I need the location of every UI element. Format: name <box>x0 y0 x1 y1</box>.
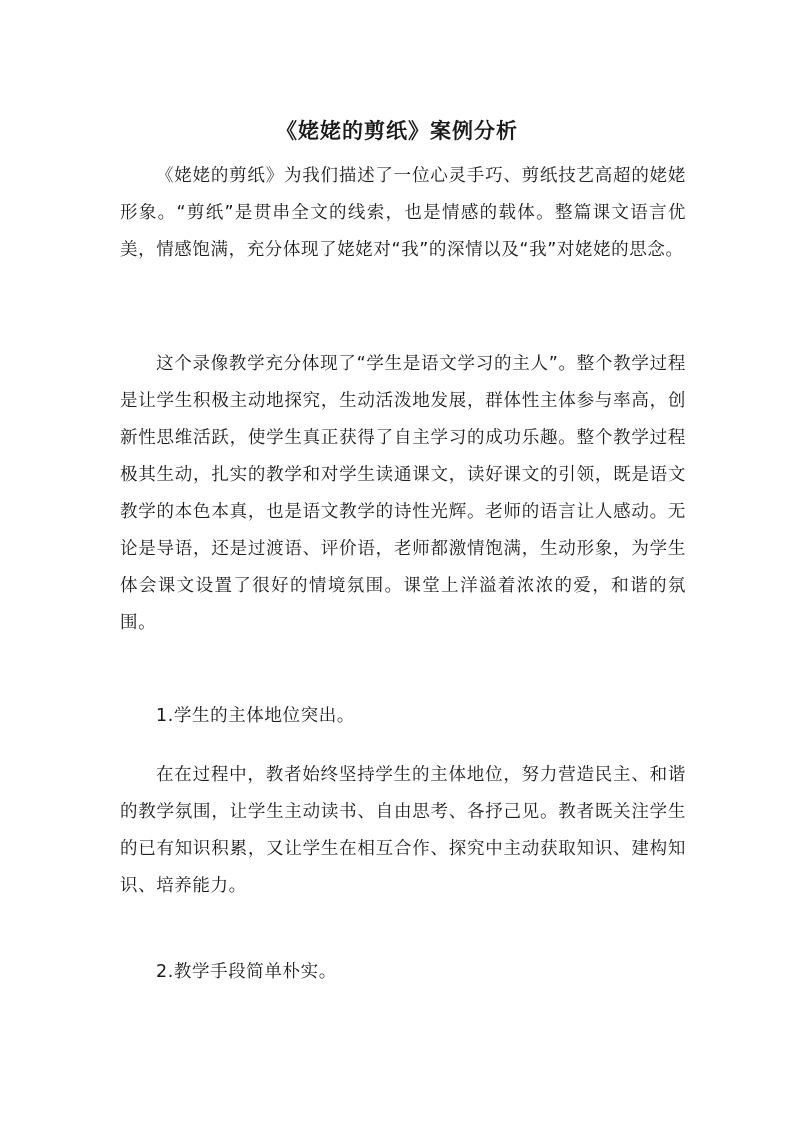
paragraph-video-teaching: 这个录像教学充分体现了“学生是语文学习的主人”。整个教学过程是让学生积极主动地探究，生动活泼地发展，群体性主体参与率高，创新性思维活跃，使学生真正获得了自主学习的成功乐趣。整个教学过程极其生动，扎实的教学和对学生读通课文，读好课文的引领，既是语文教学的本色本真，也是语文教学的诗性光辉。老师的语言让人感动。无论是导语，还是过渡语、评价语，老师都激情饱满，生动形象，为学生体会课文设置了很好的情境氛围。课堂上洋溢着浓浓的爱，和谐的氛围。 <box>120 354 686 633</box>
document-title: 《姥姥的剪纸》案例分析 <box>276 119 518 144</box>
paragraph-student-subject: 在在过程中，教者始终坚持学生的主体地位，努力营造民主、和谐的教学氛围，让学生主动读书、自由思考、各抒己见。教者既关注学生的已有知识积累，又让学生在相互合作、探究中主动获取知识、建构知识、培养能力。 <box>120 765 686 896</box>
section-heading-2: 2.教学手段简单朴实。 <box>156 962 337 982</box>
section-heading-1: 1.学生的主体地位突出。 <box>156 706 355 726</box>
paragraph-intro: 《姥姥的剪纸》为我们描述了一位心灵手巧、剪纸技艺高超的姥姥形象。“剪纸”是贯串全文的线索，也是情感的载体。整篇课文语言优美，情感饱满，充分体现了姥姥对“我”的深情以及“我”对姥姥的思念。 <box>120 166 686 260</box>
